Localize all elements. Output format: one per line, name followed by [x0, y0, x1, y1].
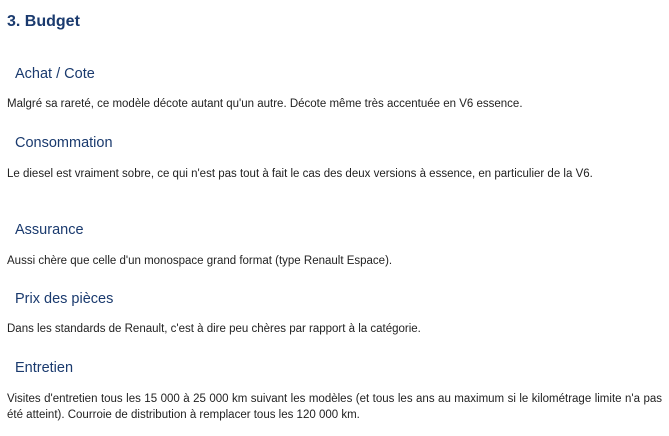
- text-assurance: Aussi chère que celle d'un monospace grand format (type Renault Espace).: [7, 255, 393, 267]
- heading-entretien: Entretien: [15, 360, 74, 376]
- section-title: 3. Budget: [7, 13, 80, 30]
- heading-achat-cote: Achat / Cote: [15, 66, 95, 82]
- heading-prix-des-pieces: Prix des pièces: [15, 291, 114, 307]
- text-prix-des-pieces: Dans les standards de Renault, c'est à dire peu chères par rapport à la catégorie.: [7, 323, 421, 335]
- text-consommation: Le diesel est vraiment sobre, ce qui n'est pas tout à fait le cas des deux versions à essence, en particulier de la V6.: [7, 168, 593, 180]
- text-entretien: Visites d'entretien tous les 15 000 à 25 000 km suivant les modèles (et tous les ans au maximum si le kilométrage limite n'a pas été atteint). Courroie de distribution à remplacer tous les 120 000 km.: [7, 393, 662, 421]
- heading-assurance: Assurance: [15, 222, 84, 238]
- heading-consommation: Consommation: [15, 135, 113, 151]
- text-achat-cote: Malgré sa rareté, ce modèle décote autant qu'un autre. Décote même très accentuée en V6 essence.: [7, 98, 523, 110]
